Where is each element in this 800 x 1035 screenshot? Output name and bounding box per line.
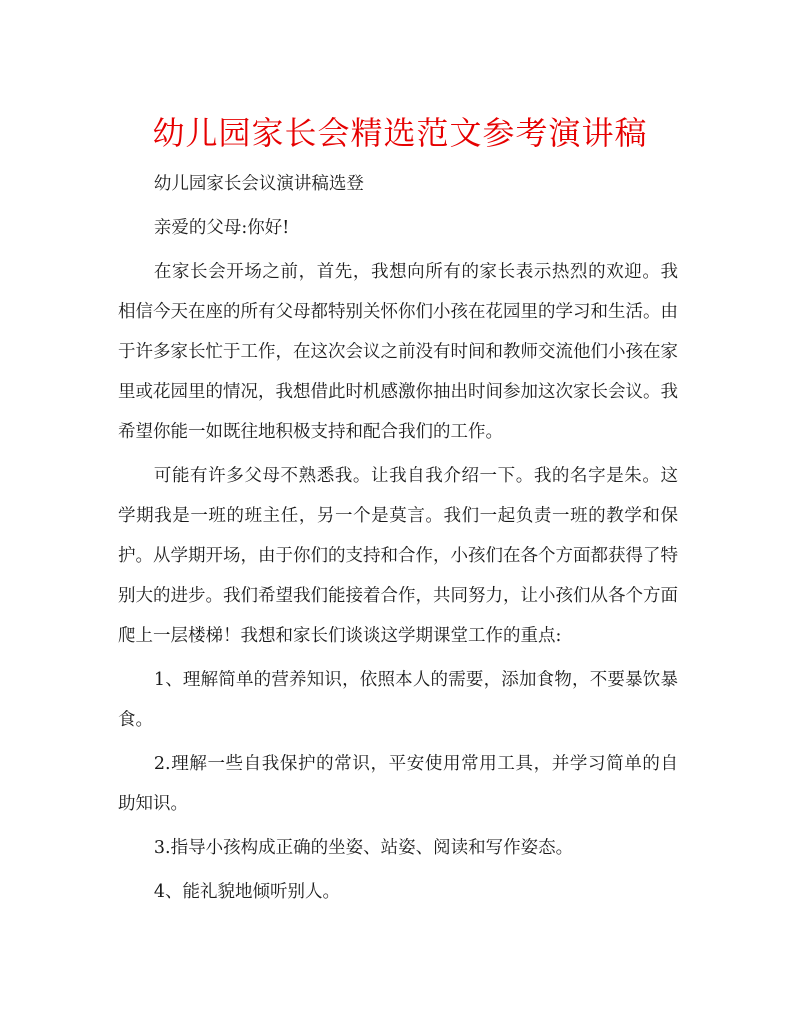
paragraph-greeting: 亲爱的父母:你好! bbox=[153, 218, 290, 238]
document-title: 幼儿园家长会精选范文参考演讲稿 bbox=[152, 114, 648, 152]
list-item-self-protection: 2.理解一些自我保护的常识，平安使用常用工具，并学习简单的自助知识。 bbox=[118, 754, 678, 814]
paragraph-welcome: 在家长会开场之前，首先，我想向所有的家长表示热烈的欢迎。我相信今天在座的所有父母都特别关怀你们小孩在花园里的学习和生活。由于许多家长忙于工作，在这次会议之前没有时间和教师交流他们小孩在家里或花园里的情况，我想借此时机感激你抽出时间参加这次家长会议。我希望你能一如既往地积极支持和配合我们的工作。 bbox=[118, 262, 678, 442]
list-item-posture: 3.指导小孩构成正确的坐姿、站姿、阅读和写作姿态。 bbox=[153, 838, 574, 858]
document-body bbox=[118, 164, 678, 916]
list-item-nutrition: 1、理解简单的营养知识，依照本人的需要，添加食物，不要暴饮暴食。 bbox=[118, 670, 678, 730]
paragraph-subtitle: 幼儿园家长会议演讲稿选登 bbox=[153, 174, 364, 194]
paragraph-introduction: 可能有许多父母不熟悉我。让我自我介绍一下。我的名字是朱。这学期我是一班的班主任，另一个是莫言。我们一起负责一班的教学和保护。从学期开场，由于你们的支持和合作，小孩们在各个方面都获得了特别大的进步。我们希望我们能接着合作，共同努力，让小孩们从各个方面爬上一层楼梯！我想和家长们谈谈这学期课堂工作的重点: bbox=[118, 466, 678, 646]
list-item-listening: 4、能礼貌地倾听别人。 bbox=[153, 882, 341, 902]
